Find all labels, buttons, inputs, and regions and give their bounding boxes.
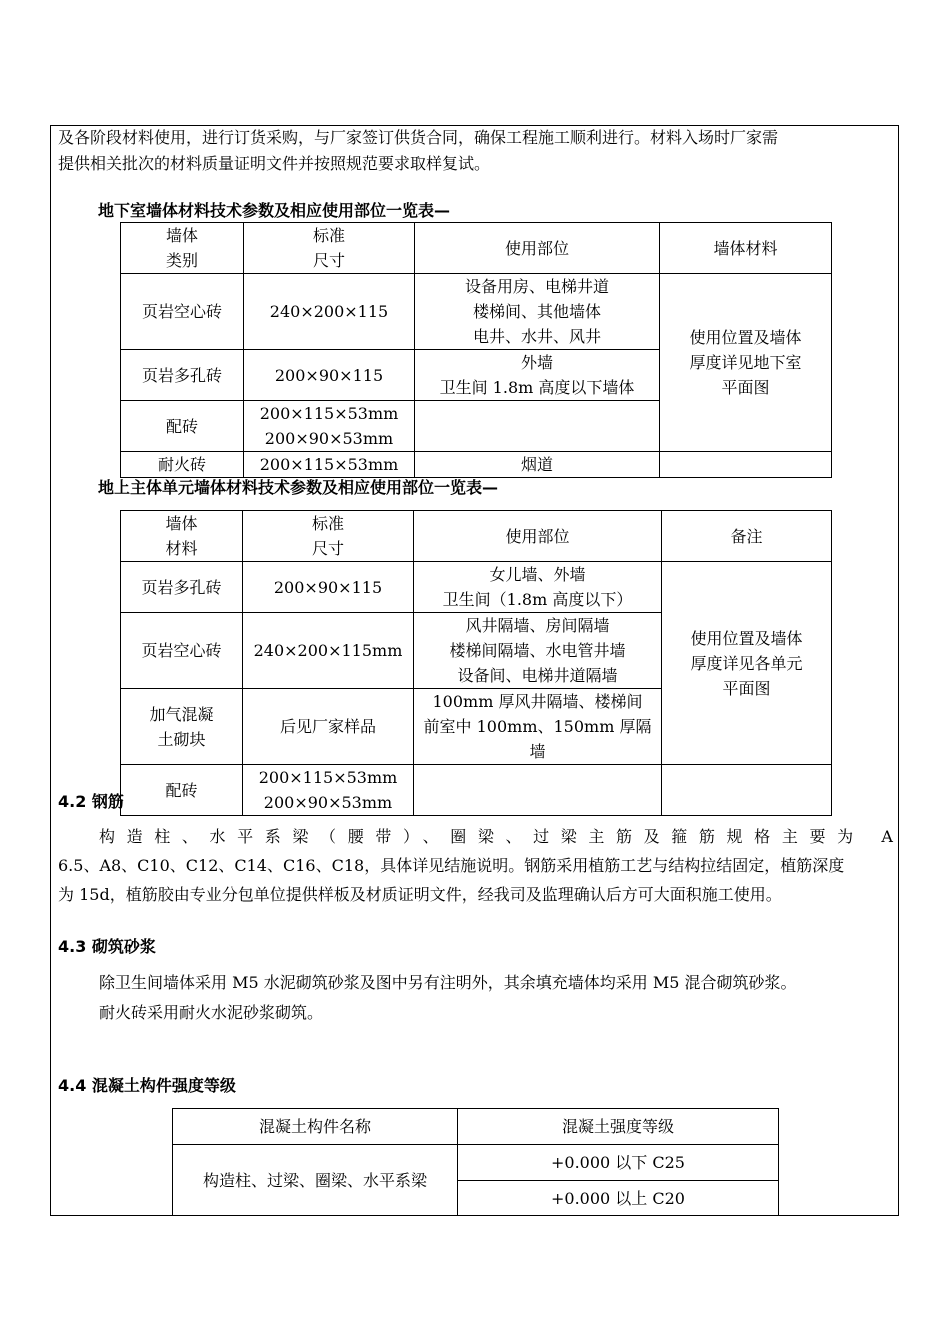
cell-component: 构造柱、过梁、圈梁、水平系梁 <box>173 1145 458 1216</box>
table-header-row <box>173 1109 779 1145</box>
cell-size: 200×115×53mm <box>244 452 415 478</box>
cell-usage: 烟道 <box>415 452 660 478</box>
section-4-3-line-1: 除卫生间墙体采用 M5 水泥砌筑砂浆及图中另有注明外，其余填充墙体均采用 M5 混合砌筑砂浆。 <box>99 973 797 992</box>
header-remarks: 备注 <box>662 511 832 562</box>
table-row <box>121 765 832 816</box>
section-4-3-heading: 4.3 砌筑砂浆 <box>58 937 156 956</box>
section-4-3-paragraph <box>58 968 893 1028</box>
intro-line-1: 及各阶段材料使用，进行订货采购，与厂家签订供货合同，确保工程施工顺利进行。材料入场时厂家需 <box>58 128 779 147</box>
cell-size: 200×115×53mm 200×90×53mm <box>244 401 415 452</box>
section-4-2-line-1: 构造柱、水平系梁（腰带）、圈梁、过梁主筋及箍筋规格主要为 A <box>99 827 893 846</box>
header-standard-size: 标准 尺寸 <box>244 223 415 274</box>
table-header-row <box>121 511 832 562</box>
section-4-3-line-2: 耐火砖采用耐火水泥砂浆砌筑。 <box>99 1003 324 1022</box>
header-wall-material: 墙体材料 <box>660 223 832 274</box>
header-standard-size: 标准 尺寸 <box>243 511 414 562</box>
table2-title: 地上主体单元墙体材料技术参数及相应使用部位一览表— <box>98 478 499 497</box>
cell-size: 240×200×115 <box>244 274 415 350</box>
concrete-strength-table <box>172 1108 779 1216</box>
cell-usage: 100mm 厚风井隔墙、楼梯间 前室中 100mm、150mm 厚隔墙 <box>414 689 662 765</box>
intro-line-2: 提供相关批次的材料质量证明文件并按照规范要求取样复试。 <box>58 154 491 173</box>
cell-grade: +0.000 以上 C20 <box>458 1181 779 1216</box>
cell-usage: 外墙 卫生间 1.8m 高度以下墙体 <box>415 350 660 401</box>
cell-type: 页岩多孔砖 <box>121 350 244 401</box>
section-4-4-heading: 4.4 混凝土构件强度等级 <box>58 1076 236 1095</box>
cell-type: 耐火砖 <box>121 452 244 478</box>
cell-note: 使用位置及墙体 厚度详见地下室 平面图 <box>660 274 832 452</box>
header-usage-location: 使用部位 <box>414 511 662 562</box>
cell-type: 配砖 <box>121 401 244 452</box>
table-row <box>121 274 832 350</box>
cell-type: 页岩多孔砖 <box>121 562 243 613</box>
cell-type: 配砖 <box>121 765 243 816</box>
section-4-2-heading: 4.2 钢筋 <box>58 792 124 811</box>
cell-size: 240×200×115mm <box>243 613 414 689</box>
header-wall-type: 墙体 类别 <box>121 223 244 274</box>
cell-usage <box>414 765 662 816</box>
section-4-2-line-2: 6.5、A8、C10、C12、C14、C16、C18，具体详见结施说明。钢筋采用植筋工艺与结构拉结固定，植筋深度 <box>58 856 845 875</box>
cell-note-empty <box>662 765 832 816</box>
cell-type: 页岩空心砖 <box>121 613 243 689</box>
cell-size: 200×90×115 <box>243 562 414 613</box>
cell-type: 加气混凝 土砌块 <box>121 689 243 765</box>
header-strength-grade: 混凝土强度等级 <box>458 1109 779 1145</box>
table-row <box>121 452 832 478</box>
cell-usage: 女儿墙、外墙 卫生间（1.8m 高度以下） <box>414 562 662 613</box>
table-row <box>173 1145 779 1181</box>
header-usage-location: 使用部位 <box>415 223 660 274</box>
cell-grade: +0.000 以下 C25 <box>458 1145 779 1181</box>
section-4-2-paragraph <box>58 822 893 909</box>
cell-size: 200×115×53mm 200×90×53mm <box>243 765 414 816</box>
basement-wall-material-table <box>120 222 832 478</box>
cell-note-empty <box>660 452 832 478</box>
aboveground-wall-material-table <box>120 510 832 816</box>
header-component-name: 混凝土构件名称 <box>173 1109 458 1145</box>
cell-usage: 设备用房、电梯井道 楼梯间、其他墙体 电井、水井、风井 <box>415 274 660 350</box>
cell-usage: 风井隔墙、房间隔墙 楼梯间隔墙、水电管井墙 设备间、电梯井道隔墙 <box>414 613 662 689</box>
table1-title: 地下室墙体材料技术参数及相应使用部位一览表— <box>98 201 451 220</box>
cell-type: 页岩空心砖 <box>121 274 244 350</box>
header-wall-material: 墙体 材料 <box>121 511 243 562</box>
table-header-row <box>121 223 832 274</box>
cell-size: 200×90×115 <box>244 350 415 401</box>
section-4-2-line-3: 为 15d，植筋胶由专业分包单位提供样板及材质证明文件，经我司及监理确认后方可大面积施工使用。 <box>58 885 782 904</box>
cell-size: 后见厂家样品 <box>243 689 414 765</box>
table-row <box>121 562 832 613</box>
cell-note: 使用位置及墙体 厚度详见各单元 平面图 <box>662 562 832 765</box>
intro-paragraph <box>58 125 893 177</box>
cell-usage <box>415 401 660 452</box>
